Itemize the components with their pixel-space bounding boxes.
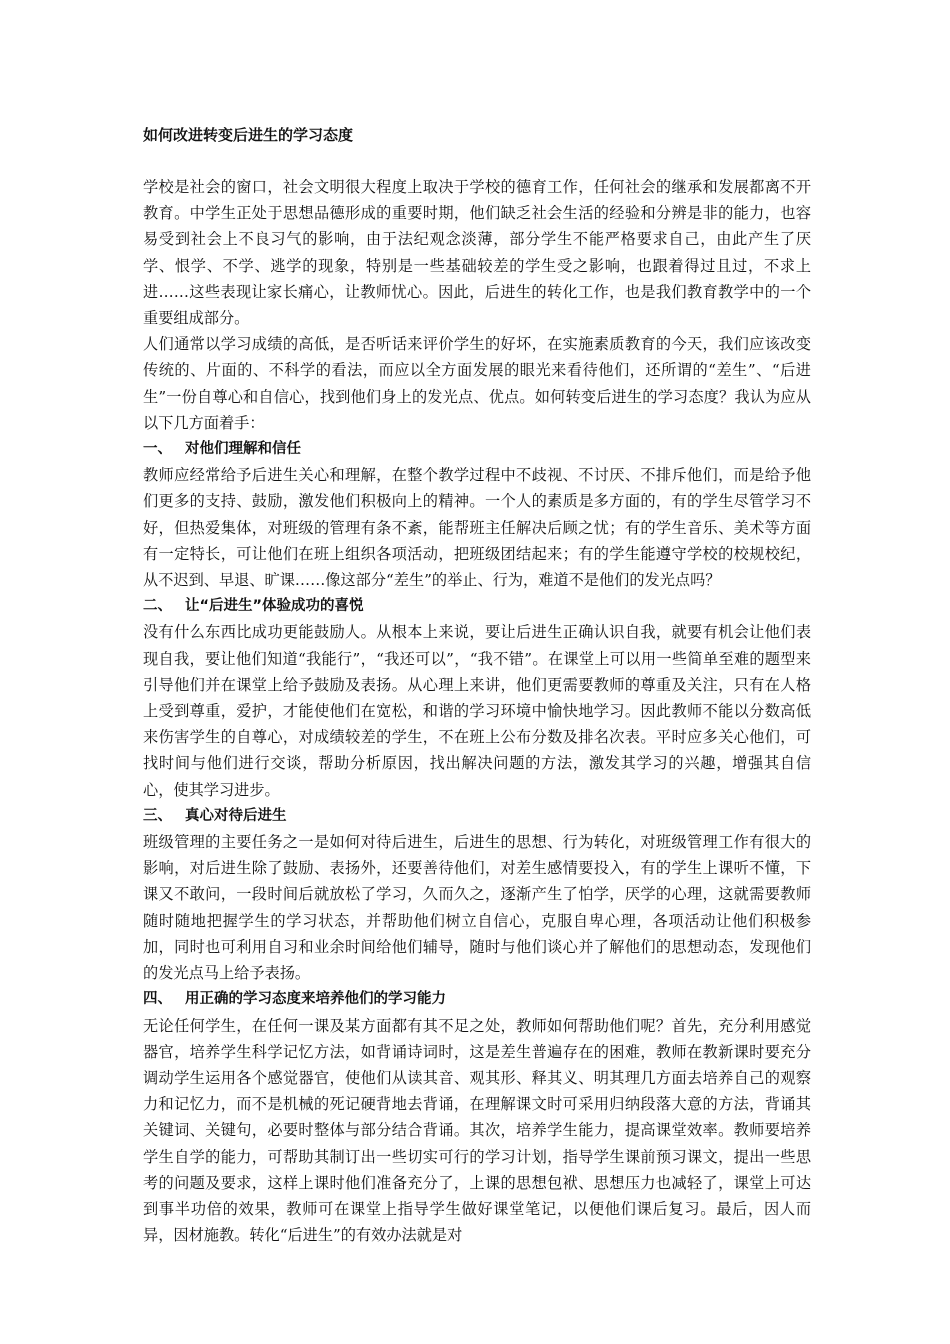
section-number: 四、 [143,991,172,1008]
section-heading-text: 真心对待后进生 [185,807,287,824]
section-number: 一、 [143,441,172,458]
section-heading-text: 让“后进生”体验成功的喜悦 [185,598,364,615]
section-body-4: 无论任何学生，在任何一课及某方面都有其不足之处，教师如何帮助他们呢？首先，充分利用感觉器官，培养学生科学记忆方法，如背诵诗词时，这是差生普遍存在的困难，教师在教新课时要充分调动学生运用各个感觉器官，使他们从读其音、观其形、释其义、明其理几方面去培养自己的观察力和记忆力，而不是机械的死记硬背地去背诵，在理解课文时可采用归纳段落大意的方法，背诵其关键词、关键句，必要时整体与部分结合背诵。其次，培养学生能力，提高课堂效率。教师要培养学生自学的能力，可帮助其制订出一些切实可行的学习计划，指导学生课前预习课文，提出一些思考的问题及要求，这样上课时他们准备充分了，上课的思想包袱、思想压力也减轻了，课堂上可达到事半功倍的效果，教师可在课堂上指导学生做好课堂笔记，以便他们课后复习。最后，因人而异，因材施教。转化“后进生”的有效办法就是对 [143,1016,811,1245]
section-heading-text: 对他们理解和信任 [185,441,301,458]
section-heading-3 [143,803,811,829]
section-number: 三、 [143,807,172,824]
intro-paragraph-1: 学校是社会的窗口，社会文明很大程度上取决于学校的德育工作，任何社会的继承和发展都离不开教育。中学生正处于思想品德形成的重要时期，他们缺乏社会生活的经验和分辨是非的能力，也容易受到社会上不良习气的影响，由于法纪观念淡薄，部分学生不能严格要求自己，由此产生了厌学、恨学、不学、逃学的现象，特别是一些基础较差的学生受之影响，也跟着得过且过，不求上进……这些表现让家长痛心，让教师忧心。因此，后进生的转化工作，也是我们教育教学中的一个重要组成部分。 [143,178,811,328]
document-title: 如何改进转变后进生的学习态度 [143,126,354,144]
intro-paragraph-2: 人们通常以学习成绩的高低，是否听话来评价学生的好坏，在实施素质教育的今天，我们应该改变传统的、片面的、不科学的看法，而应以全方面发展的眼光来看待他们，还所谓的“差生”、“后进生”一份自尊心和自信心，找到他们身上的发光点、优点。如何转变后进生的学习态度？我认为应从以下几方面着手： [143,335,811,432]
section-heading-text: 用正确的学习态度来培养他们的学习能力 [185,991,446,1008]
section-body-1: 教师应经常给予后进生关心和理解，在整个教学过程中不歧视、不讨厌、不排斥他们，而是给予他们更多的支持、鼓励，激发他们积极向上的精神。一个人的素质是多方面的，有的学生尽管学习不好，但热爱集体，对班级的管理有条不紊，能帮班主任解决后顾之忧；有的学生音乐、美术等方面有一定特长，可让他们在班上组织各项活动，把班级团结起来；有的学生能遵守学校的校规校纪，从不迟到、早退、旷课……像这部分“差生”的举止、行为，难道不是他们的发光点吗？ [143,466,811,590]
section-heading-4 [143,986,811,1012]
section-heading-2 [143,593,811,619]
document-page [143,122,811,1248]
section-body-2: 没有什么东西比成功更能鼓励人。从根本上来说，要让后进生正确认识自我，就要有机会让他们表现自我，要让他们知道“我能行”，“我还可以”，“我不错”。在课堂上可以用一些简单至难的题型来引导他们并在课堂上给予鼓励及表扬。从心理上来讲，他们更需要教师的尊重及关注，只有在人格上受到尊重，爱护，才能使他们在宽松，和谐的学习环境中愉快地学习。因此教师不能以分数高低来伤害学生的自尊心，对成绩较差的学生，不在班上公布分数及排名次表。平时应多关心他们，可找时间与他们进行交谈，帮助分析原因，找出解决问题的方法，激发其学习的兴趣，增强其自信心，使其学习进步。 [143,623,811,799]
section-number: 二、 [143,598,172,615]
section-body-3: 班级管理的主要任务之一是如何对待后进生，后进生的思想、行为转化，对班级管理工作有很大的影响，对后进生除了鼓励、表扬外，还要善待他们，对差生感情要投入，有的学生上课听不懂，下课又不敢问，一段时间后就放松了学习，久而久之，逐渐产生了怕学，厌学的心理，这就需要教师随时随地把握学生的学习状态，并帮助他们树立自信心，克服自卑心理，各项活动让他们积极参加，同时也可利用自习和业余时间给他们辅导，随时与他们谈心并了解他们的思想动态，发现他们的发光点马上给予表扬。 [143,833,811,983]
section-heading-1 [143,436,811,462]
